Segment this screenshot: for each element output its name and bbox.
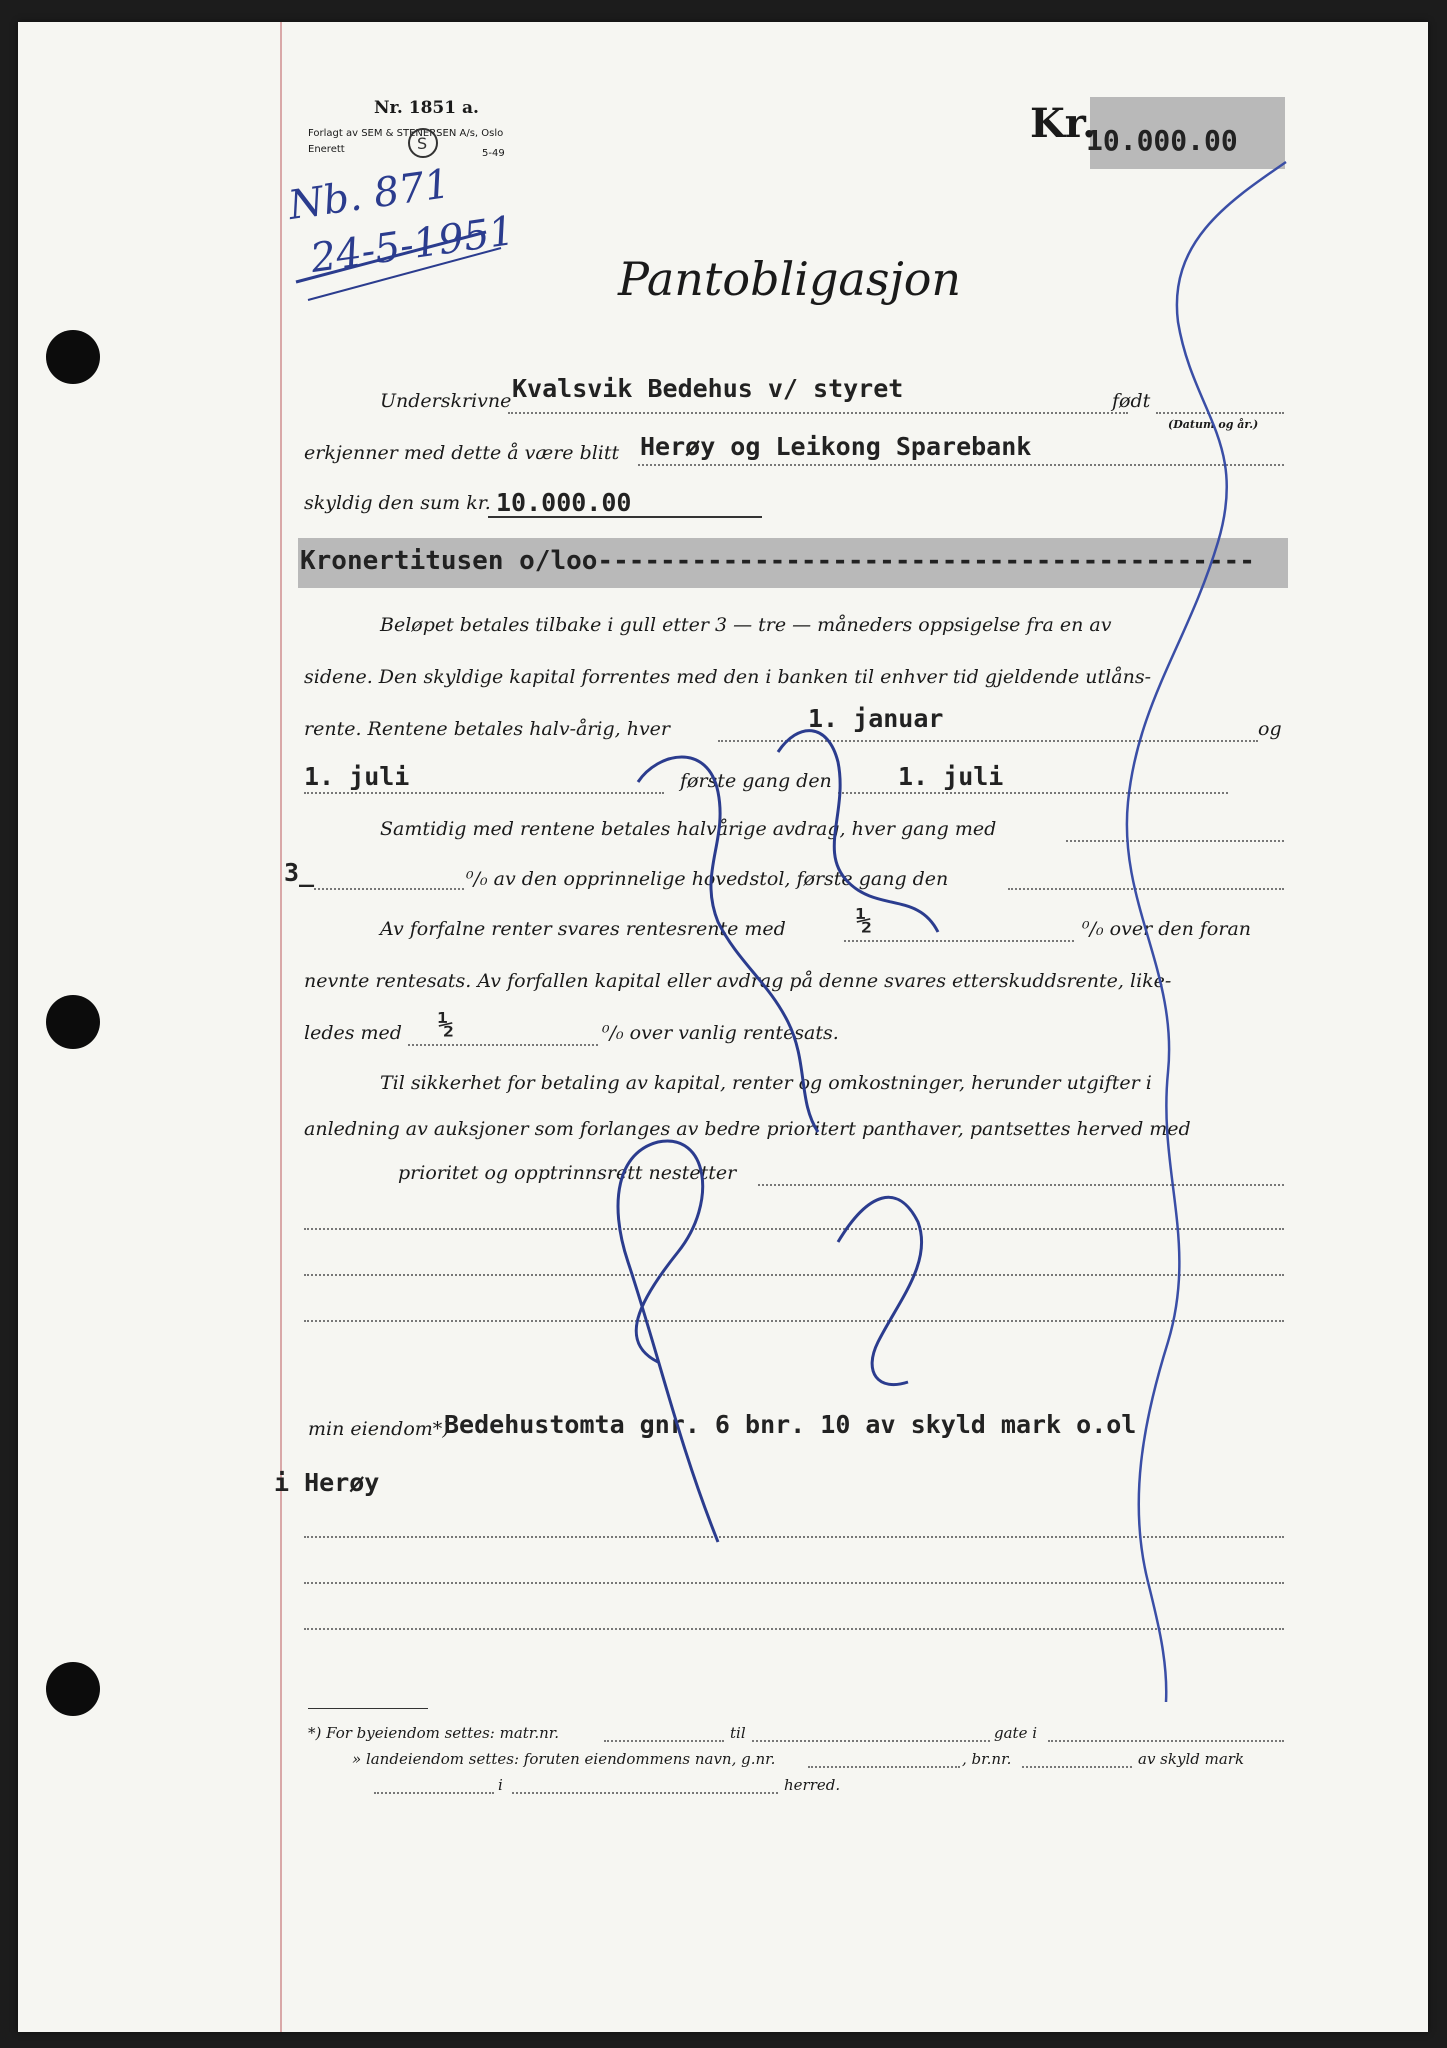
default-rate-1: ½ [856,906,872,936]
footnote-line-2: » landeiendom settes: foruten eiendommens navn, g.nr. [352,1750,776,1768]
document-title: Pantobligasjon [618,252,962,306]
kr-label: Kr. [1030,100,1097,147]
svg-text:S: S [417,134,428,153]
body-line-11: anledning av auksjoner som forlanges av bedre prioritert panthaver, pantsettes herved med [304,1118,1191,1140]
body-line-2: sidene. Den skyldige kapital forrentes med den i banken til enhver tid gjeldende utlåns- [304,666,1151,688]
creditor-name: Herøy og Leikong Sparebank [640,432,1032,461]
property-municipality: i Herøy [274,1468,380,1497]
datum-note: (Datum og år.) [1168,418,1259,431]
sum-value: 10.000.00 [496,488,632,517]
default-rate-2: ½ [438,1010,454,1040]
body-line-6: ⁰/₀ av den opprinnelige hovedstol, første gang den [466,868,949,890]
footnote-skyld: av skyld mark [1138,1750,1245,1768]
body-line-10: Til sikkerhet for betaling av kapital, renter og omkostninger, herunder utgifter i [380,1072,1152,1094]
interest-date-2: 1. juli [304,762,410,791]
amount-header: 10.000.00 [1086,124,1238,157]
footnote-til: til [730,1724,746,1742]
body-line-7b: ⁰/₀ over den foran [1082,918,1252,940]
document-page [18,22,1428,2032]
property-description: Bedehustomta gnr. 6 bnr. 10 av skyld mark o.ol [444,1410,1137,1439]
form-number: Nr. 1851 a. [374,98,479,118]
body-line-12: prioritet og opptrinnsrett nestetter [398,1162,737,1184]
footnote-gate: gate i [994,1724,1038,1742]
handwritten-cancellation-marks [18,22,1428,2032]
first-interest-date: 1. juli [898,762,1004,791]
footnote-brnr: , br.nr. [962,1750,1012,1768]
amount-in-words: Kronertitusen o/loo------------------------------------------ [300,546,1255,576]
interest-date-1: 1. januar [808,704,944,733]
journal-date: 24-5-1951 [307,207,518,283]
body-line-9b: ⁰/₀ over vanlig rentesats. [602,1022,839,1044]
debtor-name: Kvalsvik Bedehus v/ styret [512,374,904,403]
footnote-herred: herred. [784,1776,841,1794]
installment-percent: 3_ [284,858,315,887]
body-line-5: Samtidig med rentene betales halvårige avdrag, hver gang med [380,818,997,840]
og-label: og [1258,718,1282,740]
erkjenner-label: erkjenner med dette å være blitt [304,442,620,464]
body-line-7: Av forfalne renter svares rentesrente med [380,918,786,940]
eiendom-label: min eiendom*) [308,1418,450,1440]
footnote-i: i [498,1776,503,1794]
body-line-9: ledes med [304,1022,402,1044]
fodt-label: født [1112,390,1151,412]
underskrivne-label: Underskrivne [380,390,512,412]
body-line-1: Beløpet betales tilbake i gull etter 3 — tre — måneders oppsigelse fra en av [380,614,1112,636]
footnote-line-1: *) For byeiendom settes: matr.nr. [308,1724,560,1742]
journal-number: Nb. 871 [285,160,453,230]
edition-code: 5-49 [482,148,505,159]
skyldig-label: skyldig den sum kr. [304,492,491,514]
forste-gang-label: første gang den [680,770,832,792]
body-line-8: nevnte rentesats. Av forfallen kapital eller avdrag på denne svares etterskuddsrente, like- [304,970,1172,992]
publisher-line: Forlagt av SEM & STENERSEN A/s, Oslo [308,128,504,139]
publisher-enerett: Enerett [308,144,345,155]
body-line-3: rente. Rentene betales halv-årig, hver [304,718,671,740]
